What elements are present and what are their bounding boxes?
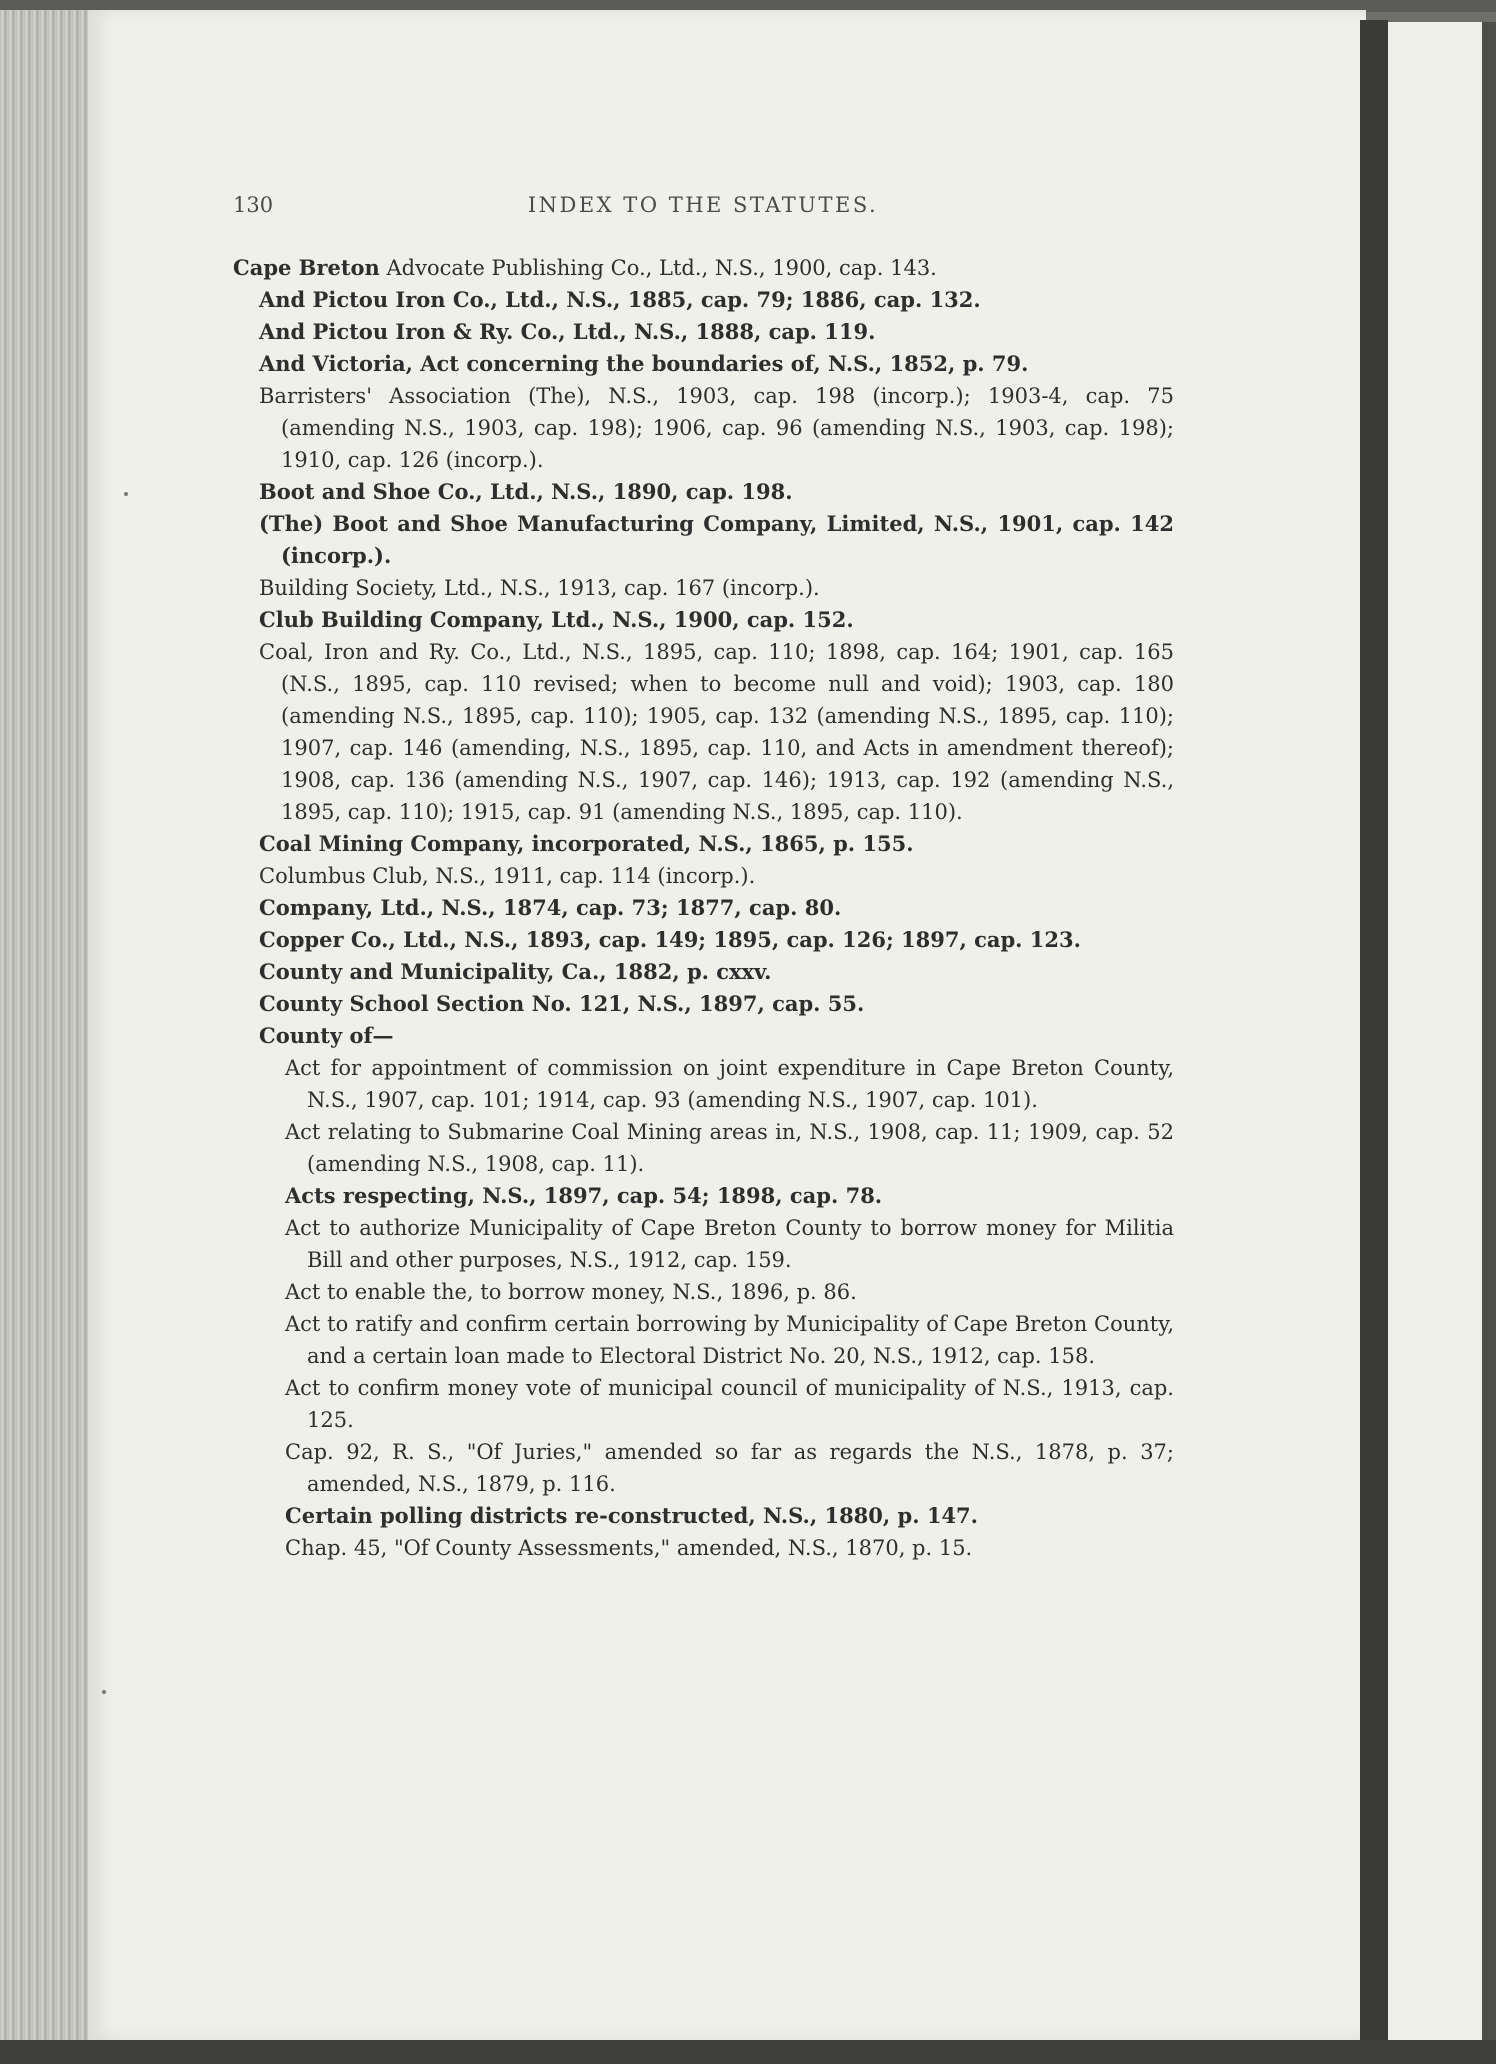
index-entry-text: Act to ratify and confirm certain borrowing by Municipality of Cape Breton County, and a certain loan made to Electoral District No. 20, N.S., 1912, cap. 158.	[285, 1312, 1174, 1368]
index-entry-text: Certain polling districts re-constructed, N.S., 1880, p. 147.	[285, 1503, 978, 1528]
index-entry	[233, 956, 1174, 988]
index-entry	[233, 476, 1174, 508]
index-entry	[233, 1532, 1174, 1564]
scan-bottom-edge	[0, 2040, 1496, 2064]
index-entry	[233, 1180, 1174, 1212]
index-entry-text: And Pictou Iron Co., Ltd., N.S., 1885, cap. 79; 1886, cap. 132.	[259, 287, 981, 312]
index-entry-text: Act to enable the, to borrow money, N.S., 1896, p. 86.	[285, 1280, 857, 1304]
index-entry-text: And Victoria, Act concerning the boundaries of, N.S., 1852, p. 79.	[259, 351, 1029, 376]
index-entry-text: Chap. 45, "Of County Assessments," amended, N.S., 1870, p. 15.	[285, 1536, 973, 1560]
index-entry	[233, 348, 1174, 380]
index-entry-text: Act relating to Submarine Coal Mining areas in, N.S., 1908, cap. 11; 1909, cap. 52 (amending N.S., 1908, cap. 11).	[285, 1120, 1174, 1176]
index-entry-text: Coal Mining Company, incorporated, N.S., 1865, p. 155.	[259, 831, 914, 856]
index-entry	[233, 892, 1174, 924]
index-entry	[233, 1308, 1174, 1372]
index-entry-text: Act to authorize Municipality of Cape Breton County to borrow money for Militia Bill and other purposes, N.S., 1912, cap. 159.	[285, 1216, 1174, 1272]
index-entry	[233, 1372, 1174, 1436]
index-entry	[233, 1276, 1174, 1308]
index-entry-text: Building Society, Ltd., N.S., 1913, cap. 167 (incorp.).	[259, 576, 820, 600]
index-entry-text: Cap. 92, R. S., "Of Juries," amended so far as regards the N.S., 1878, p. 37; amended, N.S., 1879, p. 116.	[285, 1440, 1174, 1496]
book-gutter	[1360, 20, 1388, 2042]
running-title: INDEX TO THE STATUTES.	[527, 193, 879, 217]
page-header	[233, 193, 1173, 233]
paper-speck	[124, 492, 128, 496]
index-entry-text: Advocate Publishing Co., Ltd., N.S., 1900, cap. 143.	[379, 256, 937, 280]
index-entry-text: Act for appointment of commission on joint expenditure in Cape Breton County, N.S., 1907, cap. 101; 1914, cap. 93 (amending N.S., 1907, cap. 101).	[285, 1056, 1174, 1112]
index-entry	[233, 828, 1174, 860]
index-entry-text: County of—	[259, 1023, 394, 1048]
book-page-edges	[0, 10, 92, 2045]
index-entry	[233, 284, 1174, 316]
index-entry	[233, 572, 1174, 604]
index-entry	[233, 988, 1174, 1020]
index-entry-text: Boot and Shoe Co., Ltd., N.S., 1890, cap. 198.	[259, 479, 793, 504]
paper-speck	[102, 1690, 106, 1694]
index-entry	[233, 1212, 1174, 1276]
index-entry-text: Company, Ltd., N.S., 1874, cap. 73; 1877, cap. 80.	[259, 895, 842, 920]
page-number: 130	[233, 193, 274, 217]
index-entry-text: And Pictou Iron & Ry. Co., Ltd., N.S., 1888, cap. 119.	[259, 319, 876, 344]
index-entry	[233, 380, 1174, 476]
index-entry-text: Copper Co., Ltd., N.S., 1893, cap. 149; 1895, cap. 126; 1897, cap. 123.	[259, 927, 1081, 952]
index-entry	[233, 1500, 1174, 1532]
index-entry-text: (The) Boot and Shoe Manufacturing Company, Limited, N.S., 1901, cap. 142 (incorp.).	[259, 511, 1174, 568]
index-entry	[233, 508, 1174, 572]
index-heading: Cape Breton	[233, 255, 380, 280]
index-entry-text: Club Building Company, Ltd., N.S., 1900, cap. 152.	[259, 607, 854, 632]
index-entry-text: County School Section No. 121, N.S., 1897, cap. 55.	[259, 991, 865, 1016]
index-entry-text: County and Municipality, Ca., 1882, p. cxxv.	[259, 959, 772, 984]
index-entry	[233, 604, 1174, 636]
index-entry-text: Acts respecting, N.S., 1897, cap. 54; 1898, cap. 78.	[285, 1183, 883, 1208]
index-entry	[233, 1116, 1174, 1180]
index-entries	[233, 252, 1174, 1564]
index-entry	[233, 924, 1174, 956]
index-entry-text: Act to confirm money vote of municipal council of municipality of N.S., 1913, cap. 125.	[285, 1376, 1174, 1432]
index-entry	[233, 636, 1174, 828]
facing-page-edge	[1388, 22, 1496, 2042]
index-entry	[233, 1436, 1174, 1500]
index-entry	[233, 252, 1174, 284]
index-entry	[233, 1052, 1174, 1116]
index-entry	[233, 1020, 1174, 1052]
index-entry	[233, 860, 1174, 892]
index-entry	[233, 316, 1174, 348]
index-entry-text: Barristers' Association (The), N.S., 1903, cap. 198 (incorp.); 1903-4, cap. 75 (amending N.S., 1903, cap. 198); 1906, cap. 96 (amending N.S., 1903, cap. 198); 1910, cap. 126 (incorp.).	[259, 384, 1174, 472]
facing-page-shadow	[1482, 22, 1496, 2042]
index-entry-text: Columbus Club, N.S., 1911, cap. 114 (incorp.).	[259, 864, 756, 888]
index-entry-text: Coal, Iron and Ry. Co., Ltd., N.S., 1895, cap. 110; 1898, cap. 164; 1901, cap. 165 (N.S., 1895, cap. 110 revised; when to become null and void); 1903, cap. 180 (amending N.S., 1895, cap. 110); 1905, cap. 132 (amending N.S., 1895, cap. 110); 1907, cap. 146 (amending, N.S., 1895, cap. 110, and Acts in amendment thereof); 1908, cap. 136 (amending N.S., 1907, cap. 146); 1913, cap. 192 (amending N.S., 1895, cap. 110); 1915, cap. 91 (amending N.S., 1895, cap. 110).	[259, 640, 1174, 824]
